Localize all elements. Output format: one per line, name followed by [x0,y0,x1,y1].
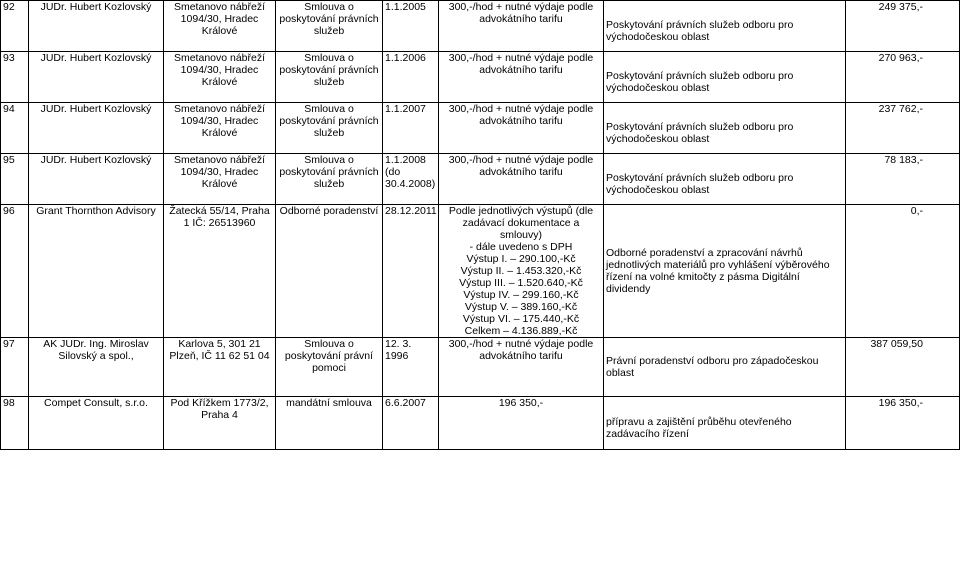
supplier-name: Grant Thornthon Advisory [29,205,164,338]
row-number: 93 [1,52,29,103]
paid-amount: 237 762,- [846,103,960,154]
supplier-name: JUDr. Hubert Kozlovský [29,52,164,103]
price-line: Výstup VI. – 175.440,-Kč [462,313,580,325]
contract-price: 300,-/hod + nutné výdaje podle advokátního tarifu [439,52,604,103]
supplier-address: Smetanovo nábřeží 1094/30, Hradec Králové [164,103,276,154]
supplier-name: JUDr. Hubert Kozlovský [29,103,164,154]
contract-date: 1.1.2006 [383,52,439,103]
supplier-address: Smetanovo nábřeží 1094/30, Hradec Králové [164,154,276,205]
contract-price: 300,-/hod + nutné výdaje podle advokátního tarifu [439,338,604,397]
table-row [1,397,960,450]
paid-amount: 78 183,- [846,154,960,205]
contract-date: 1.1.2008 (do 30.4.2008) [383,154,439,205]
price-line: Výstup I. – 290.100,-Kč [466,253,576,265]
contract-subject: Právní poradenství odboru pro západočeskou oblast [604,338,846,397]
price-line: Výstup IV. – 299.160,-Kč [463,289,579,301]
price-line: zadávací dokumentace a smlouvy) [462,217,580,241]
contract-price: 300,-/hod + nutné výdaje podle advokátního tarifu [439,154,604,205]
supplier-name: AK JUDr. Ing. Miroslav Silovský a spol., [29,338,164,397]
price-line: Výstup V. – 389.160,-Kč [464,301,578,313]
contract-price: 300,-/hod + nutné výdaje podle advokátního tarifu [439,103,604,154]
row-number: 98 [1,397,29,450]
contract-type: Smlouva o poskytování právních služeb [276,1,383,52]
row-number: 96 [1,205,29,338]
paid-amount: 196 350,- [846,397,960,450]
row-number: 95 [1,154,29,205]
price-line: - dále uvedeno s DPH [469,241,573,253]
price-line: Výstup II. – 1.453.320,-Kč [460,265,582,277]
contract-subject: Poskytování právních služeb odboru pro východočeskou oblast [604,52,846,103]
contract-type: Odborné poradenství [276,205,383,338]
contract-type: Smlouva o poskytování právních služeb [276,154,383,205]
contract-date: 28.12.2011 [383,205,439,338]
contract-type: Smlouva o poskytování právních služeb [276,52,383,103]
contract-price [439,205,604,338]
contract-type: Smlouva o poskytování právní pomoci [276,338,383,397]
row-number: 92 [1,1,29,52]
contract-date: 1.1.2007 [383,103,439,154]
supplier-name: JUDr. Hubert Kozlovský [29,1,164,52]
table-row [1,103,960,154]
supplier-address: Žatecká 55/14, Praha 1 IČ: 26513960 [164,205,276,338]
contract-price: 196 350,- [439,397,604,450]
contract-date: 12. 3. 1996 [383,338,439,397]
contract-type: Smlouva o poskytování právních služeb [276,103,383,154]
price-line: Podle jednotlivých výstupů (dle [448,205,594,217]
price-line: Celkem – 4.136.889,-Kč [464,325,578,337]
supplier-address: Pod Křížkem 1773/2, Praha 4 [164,397,276,450]
paid-amount: 387 059,50 [846,338,960,397]
table-row [1,1,960,52]
contract-price: 300,-/hod + nutné výdaje podle advokátního tarifu [439,1,604,52]
contract-subject: přípravu a zajištění průběhu otevřeného zadávacího řízení [604,397,846,450]
supplier-name: JUDr. Hubert Kozlovský [29,154,164,205]
paid-amount: 0,- [846,205,960,338]
contract-date: 6.6.2007 [383,397,439,450]
supplier-name: Compet Consult, s.r.o. [29,397,164,450]
contract-subject: Poskytování právních služeb odboru pro východočeskou oblast [604,154,846,205]
contract-date: 1.1.2005 [383,1,439,52]
table-row [1,154,960,205]
table-row [1,205,960,338]
contract-type: mandátní smlouva [276,397,383,450]
supplier-address: Karlova 5, 301 21 Plzeň, IČ 11 62 51 04 [164,338,276,397]
price-line: Výstup III. – 1.520.640,-Kč [459,277,583,289]
row-number: 97 [1,338,29,397]
row-number: 94 [1,103,29,154]
table-row [1,52,960,103]
paid-amount: 249 375,- [846,1,960,52]
contract-subject: Odborné poradenství a zpracování návrhů jednotlivých materiálů pro vyhlášení výběrového řízení na volné kmitočty z pásma Digitální dividendy [604,205,846,338]
supplier-address: Smetanovo nábřeží 1094/30, Hradec Králové [164,1,276,52]
table-row [1,338,960,397]
paid-amount: 270 963,- [846,52,960,103]
supplier-address: Smetanovo nábřeží 1094/30, Hradec Králové [164,52,276,103]
contract-subject: Poskytování právních služeb odboru pro východočeskou oblast [604,1,846,52]
contract-subject: Poskytování právních služeb odboru pro východočeskou oblast [604,103,846,154]
